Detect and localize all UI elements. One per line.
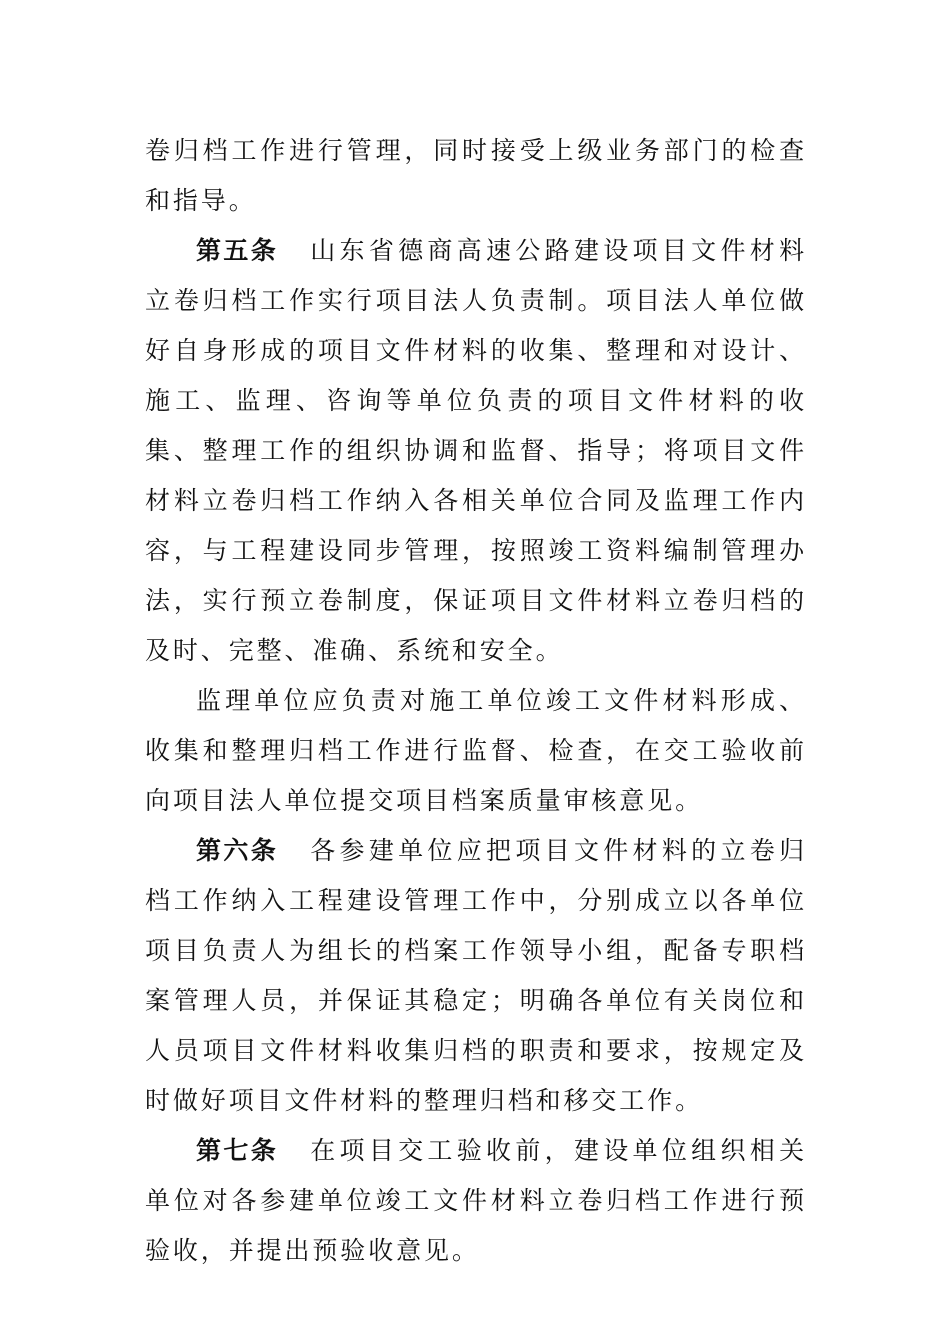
article-5-paragraph (145, 226, 807, 676)
article-number: 第五条 (196, 236, 279, 265)
paragraph-text: 在项目交工验收前，建设单位组织相关单位对各参建单位竣工文件材料立卷归档工作进行预验收，并提出预验收意见。 (145, 1136, 807, 1265)
article-7-paragraph (145, 1126, 807, 1276)
paragraph-continuation (145, 126, 807, 226)
paragraph-text: 山东省德商高速公路建设项目文件材料立卷归档工作实行项目法人负责制。项目法人单位做好自身形成的项目文件材料的收集、整理和对设计、施工、监理、咨询等单位负责的项目文件材料的收集、整理工作的组织协调和监督、指导；将项目文件材料立卷归档工作纳入各相关单位合同及监理工作内容，与工程建设同步管理，按照竣工资料编制管理办法，实行预立卷制度，保证项目文件材料立卷归档的及时、完整、准确、系统和安全。 (145, 236, 807, 665)
paragraph-text: 各参建单位应把项目文件材料的立卷归档工作纳入工程建设管理工作中，分别成立以各单位项目负责人为组长的档案工作领导小组，配备专职档案管理人员，并保证其稳定；明确各单位有关岗位和人员项目文件材料收集归档的职责和要求，按规定及时做好项目文件材料的整理归档和移交工作。 (145, 836, 807, 1115)
article-number: 第六条 (196, 836, 279, 865)
paragraph-text: 卷归档工作进行管理，同时接受上级业务部门的检查和指导。 (145, 136, 807, 215)
document-body (145, 126, 807, 1276)
article-number: 第七条 (196, 1136, 279, 1165)
supervision-paragraph (145, 676, 807, 826)
article-6-paragraph (145, 826, 807, 1126)
paragraph-text: 监理单位应负责对施工单位竣工文件材料形成、收集和整理归档工作进行监督、检查，在交工验收前向项目法人单位提交项目档案质量审核意见。 (145, 686, 807, 815)
